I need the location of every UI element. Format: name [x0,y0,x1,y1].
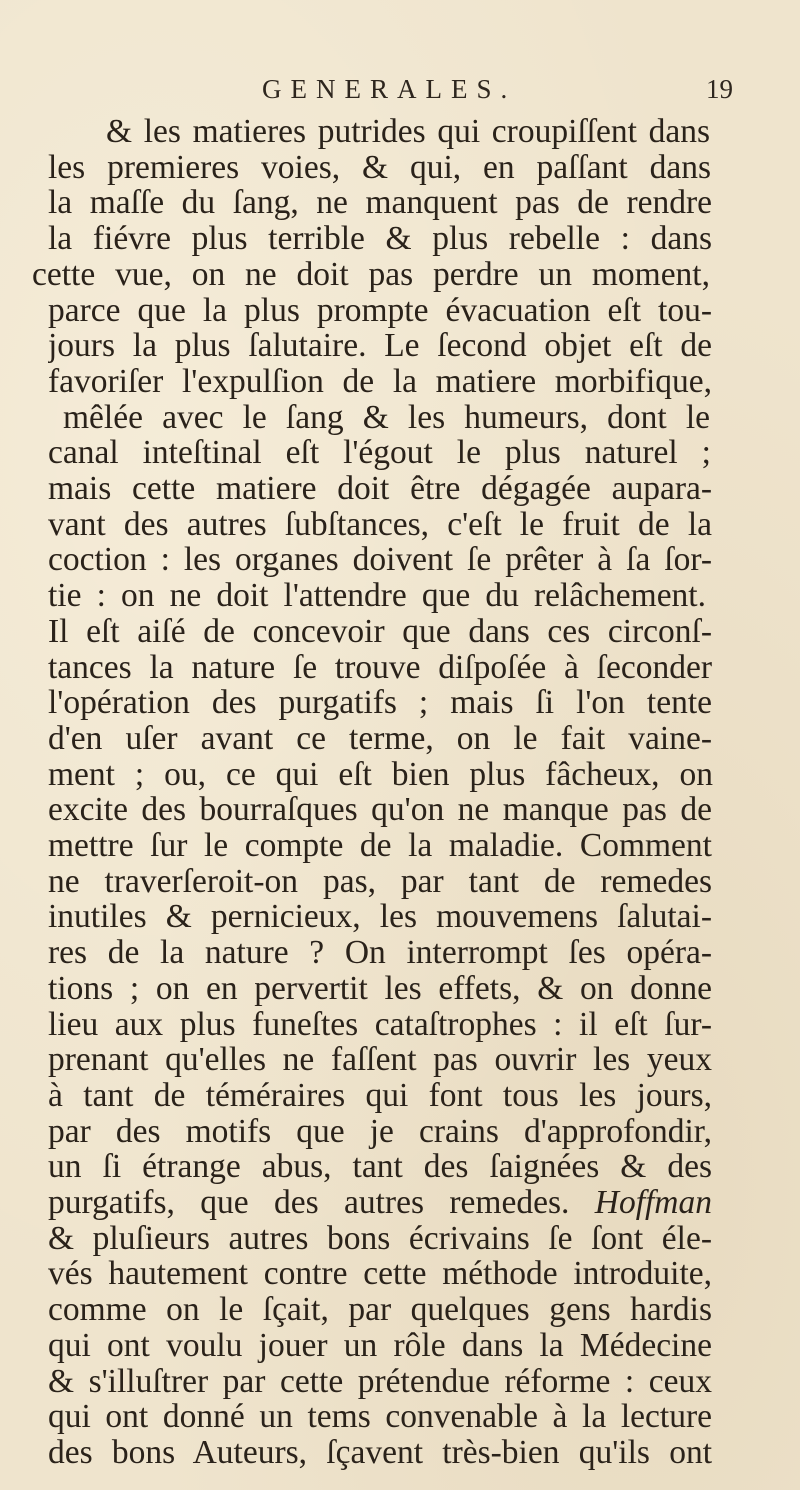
text-line: purgatifs, que des autres remedes. Hoffman [48,1184,712,1221]
text-line: mais cette matiere doit être dégagée aupara- [48,470,712,507]
text-line: canal inteſtinal eſt l'égout le plus naturel ; [48,434,711,472]
running-title: GENERALES. [262,74,517,104]
text-line: cette vue, on ne doit pas perdre un moment, [32,255,710,293]
text-line: ne traverſeroit-on pas, par tant de remedes [48,862,712,900]
text-line: res de la nature ? On interrompt ſes opéra- [48,934,712,972]
text-line: ment ; ou, ce qui eſt bien plus fâcheux, on [48,755,713,793]
text-line: parce que la plus prompte évacuation eſt tou- [48,291,712,329]
author-name: Hoffman [594,1184,712,1221]
text-line: qui ont donné un tems convenable à la lecture [48,1398,712,1436]
text-line: par des motifs que je crains d'approfondir, [48,1112,712,1150]
text-line: vant des autres ſubſtances, c'eſt le fruit de la [48,505,712,543]
text-line: excite des bourraſques qu'on ne manque pas de [48,791,712,829]
text-line: la maſſe du ſang, ne manquent pas de rendre [48,184,712,222]
text-line: tances la nature ſe trouve diſpoſée à ſeconder [48,648,712,686]
text-line: coction : les organes doivent ſe prêter à ſa ſor- [48,541,712,579]
text-line: à tant de téméraires qui font tous les jours, [48,1076,712,1114]
text-line: comme on le ſçait, par quelques gens hardis [48,1291,712,1329]
text-line: d'en uſer avant ce terme, on le fait vaine- [48,719,712,757]
text-line: mettre ſur le compte de la maladie. Comment [48,827,712,864]
text-line: des bons Auteurs, ſçavent très-bien qu'ils ont [48,1433,712,1471]
text-line: & s'illuſtrer par cette prétendue réforme : ceux [48,1362,712,1400]
text-line: lieu aux plus funeſtes cataſtrophes : il eſt ſur- [48,1005,712,1043]
text-line: favoriſer l'expulſion de la matiere morbifique, [48,362,712,400]
text-line: vés hautement contre cette méthode introduite, [48,1255,712,1293]
page-number: 19 [706,74,733,104]
text-line: les premieres voies, & qui, en paſſant dans [48,148,711,186]
text-line: inutiles & pernicieux, les mouvemens ſalutai- [48,898,712,936]
text-line: un ſi étrange abus, tant des ſaignées & des [48,1148,712,1186]
text-line: jours la plus ſalutaire. Le ſecond objet eſt de [48,327,712,365]
text-line: & pluſieurs autres bons écrivains ſe ſont éle- [48,1219,712,1257]
text-line: & les matieres putrides qui croupiſſent dans [106,113,710,150]
text-line: prenant qu'elles ne faſſent pas ouvrir les yeux [48,1041,712,1079]
text-line: mêlée avec le ſang & les humeurs, dont le [63,398,710,436]
text-line: Il eſt aiſé de concevoir que dans ces circonſ- [48,612,712,650]
text-line: tie : on ne doit l'attendre que du relâchement. [48,577,706,615]
text-line: qui ont voulu jouer un rôle dans la Médecine [48,1326,712,1364]
text-line: la fiévre plus terrible & plus rebelle : dans [48,220,712,258]
text-line: tions ; on en pervertit les effets, & on donne [48,969,712,1007]
text-line: l'opération des purgatifs ; mais ſi l'on tente [48,684,712,722]
